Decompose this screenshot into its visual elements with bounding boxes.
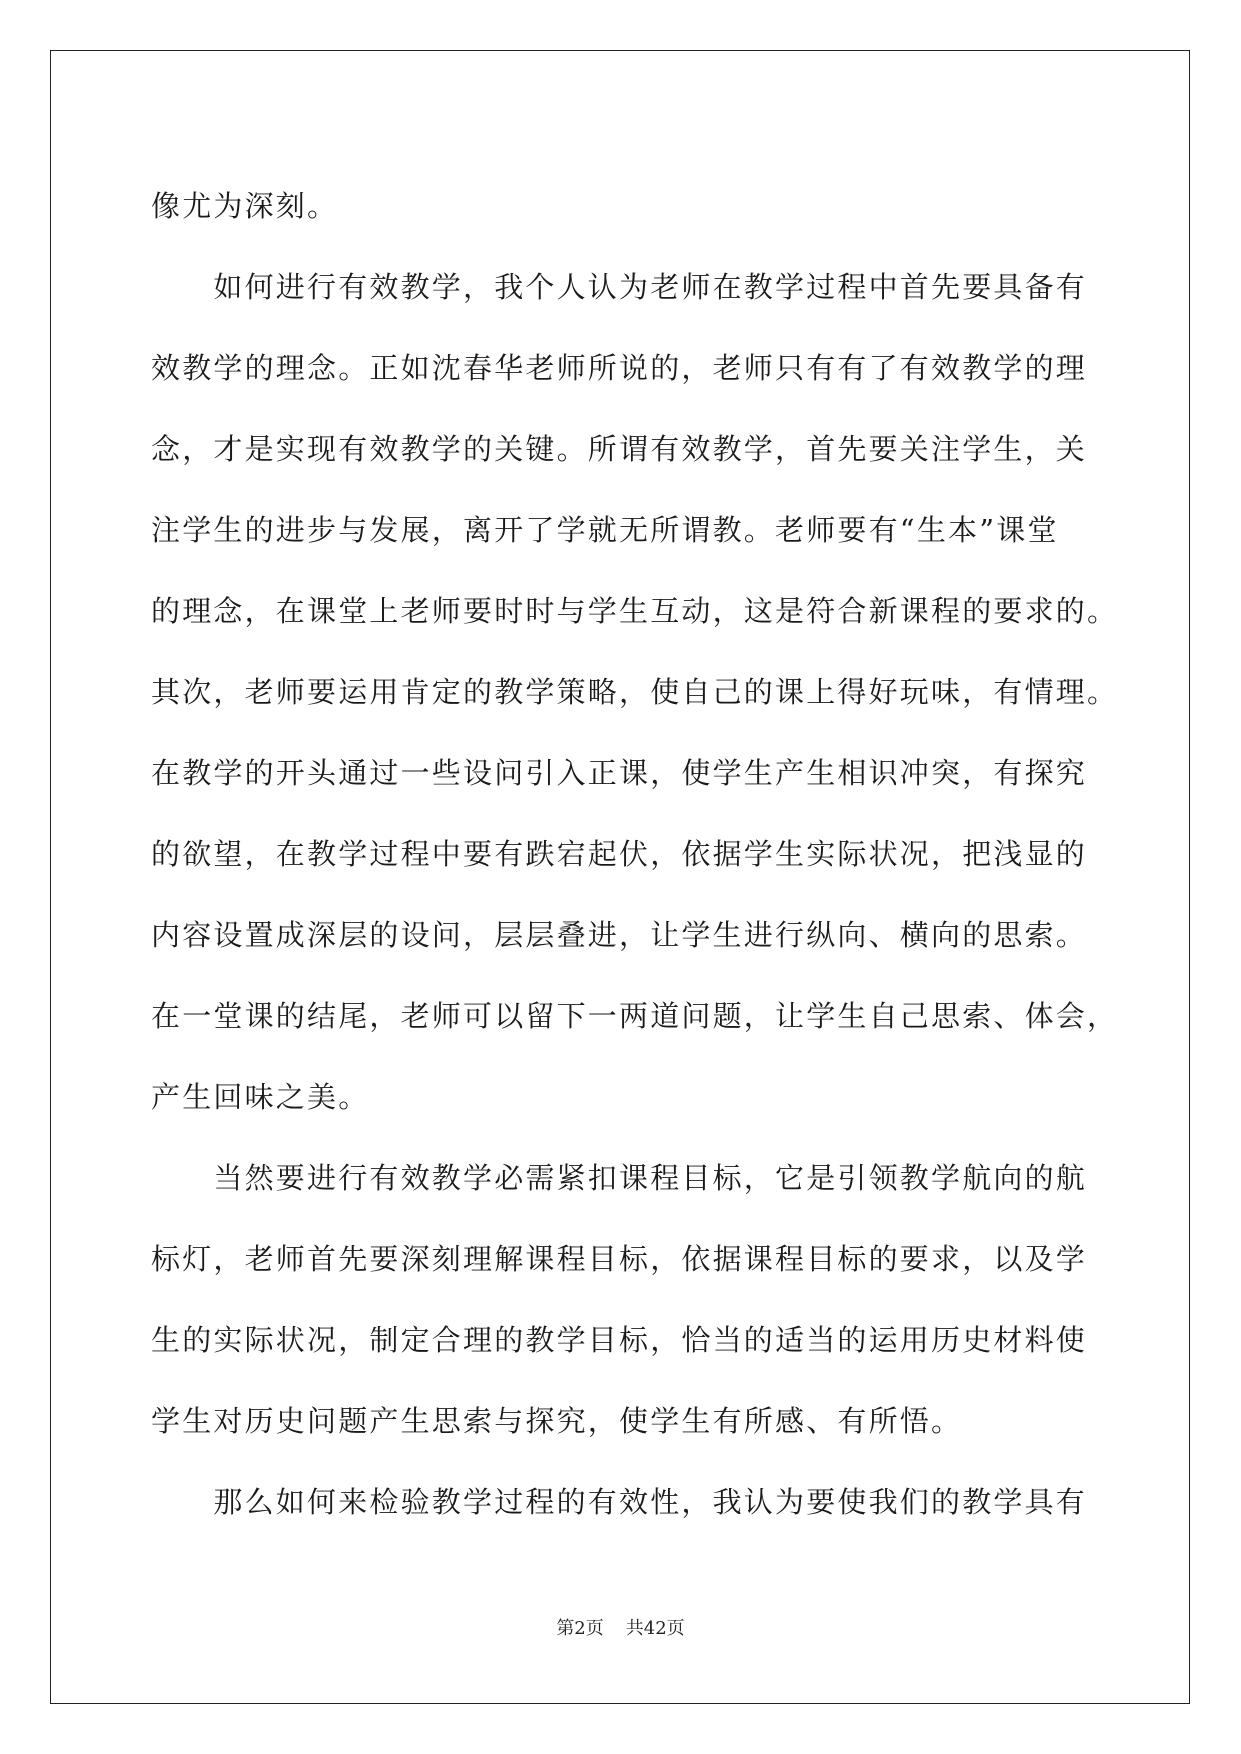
text-line: 在一堂课的结尾，老师可以留下一两道问题，让学生自己思索、体会， [151,999,1119,1033]
page-footer [0,1614,1241,1640]
text-line: 产生回味之美。 [151,1080,370,1114]
current-page-number: 第2页 [556,1618,604,1639]
total-page-count: 共42页 [625,1618,685,1639]
text-line: 的欲望，在教学过程中要有跌宕起伏，依据学生实际状况，把浅显的 [151,837,1088,871]
text-line: 生的实际状况，制定合理的教学目标，恰当的适当的运用历史材料使 [151,1323,1088,1357]
text-line: 标灯，老师首先要深刻理解课程目标，依据课程目标的要求，以及学 [151,1242,1088,1276]
text-line: 注学生的进步与发展，离开了学就无所谓教。老师要有“生本”课堂 [151,513,1059,547]
document-body [151,166,1119,1543]
text-line: 的理念，在课堂上老师要时时与学生互动，这是符合新课程的要求的。 [151,594,1119,628]
text-line: 如何进行有效教学，我个人认为老师在教学过程中首先要具备有 [151,270,1088,304]
text-line: 当然要进行有效教学必需紧扣课程目标，它是引领教学航向的航 [151,1161,1088,1195]
text-line: 学生对历史问题产生思索与探究，使学生有所感、有所悟。 [151,1404,963,1438]
text-line: 那么如何来检验教学过程的有效性，我认为要使我们的教学具有 [151,1485,1088,1519]
text-line: 其次，老师要运用肯定的教学策略，使自己的课上得好玩味，有情理。 [151,675,1119,709]
text-line: 内容设置成深层的设问，层层叠进，让学生进行纵向、横向的思索。 [151,918,1088,952]
text-line: 念，才是实现有效教学的关键。所谓有效教学，首先要关注学生，关 [151,432,1088,466]
text-line: 效教学的理念。正如沈春华老师所说的，老师只有有了有效教学的理 [151,351,1088,385]
text-line: 像尤为深刻。 [151,189,339,223]
text-line: 在教学的开头通过一些设问引入正课，使学生产生相识冲突，有探究 [151,756,1088,790]
